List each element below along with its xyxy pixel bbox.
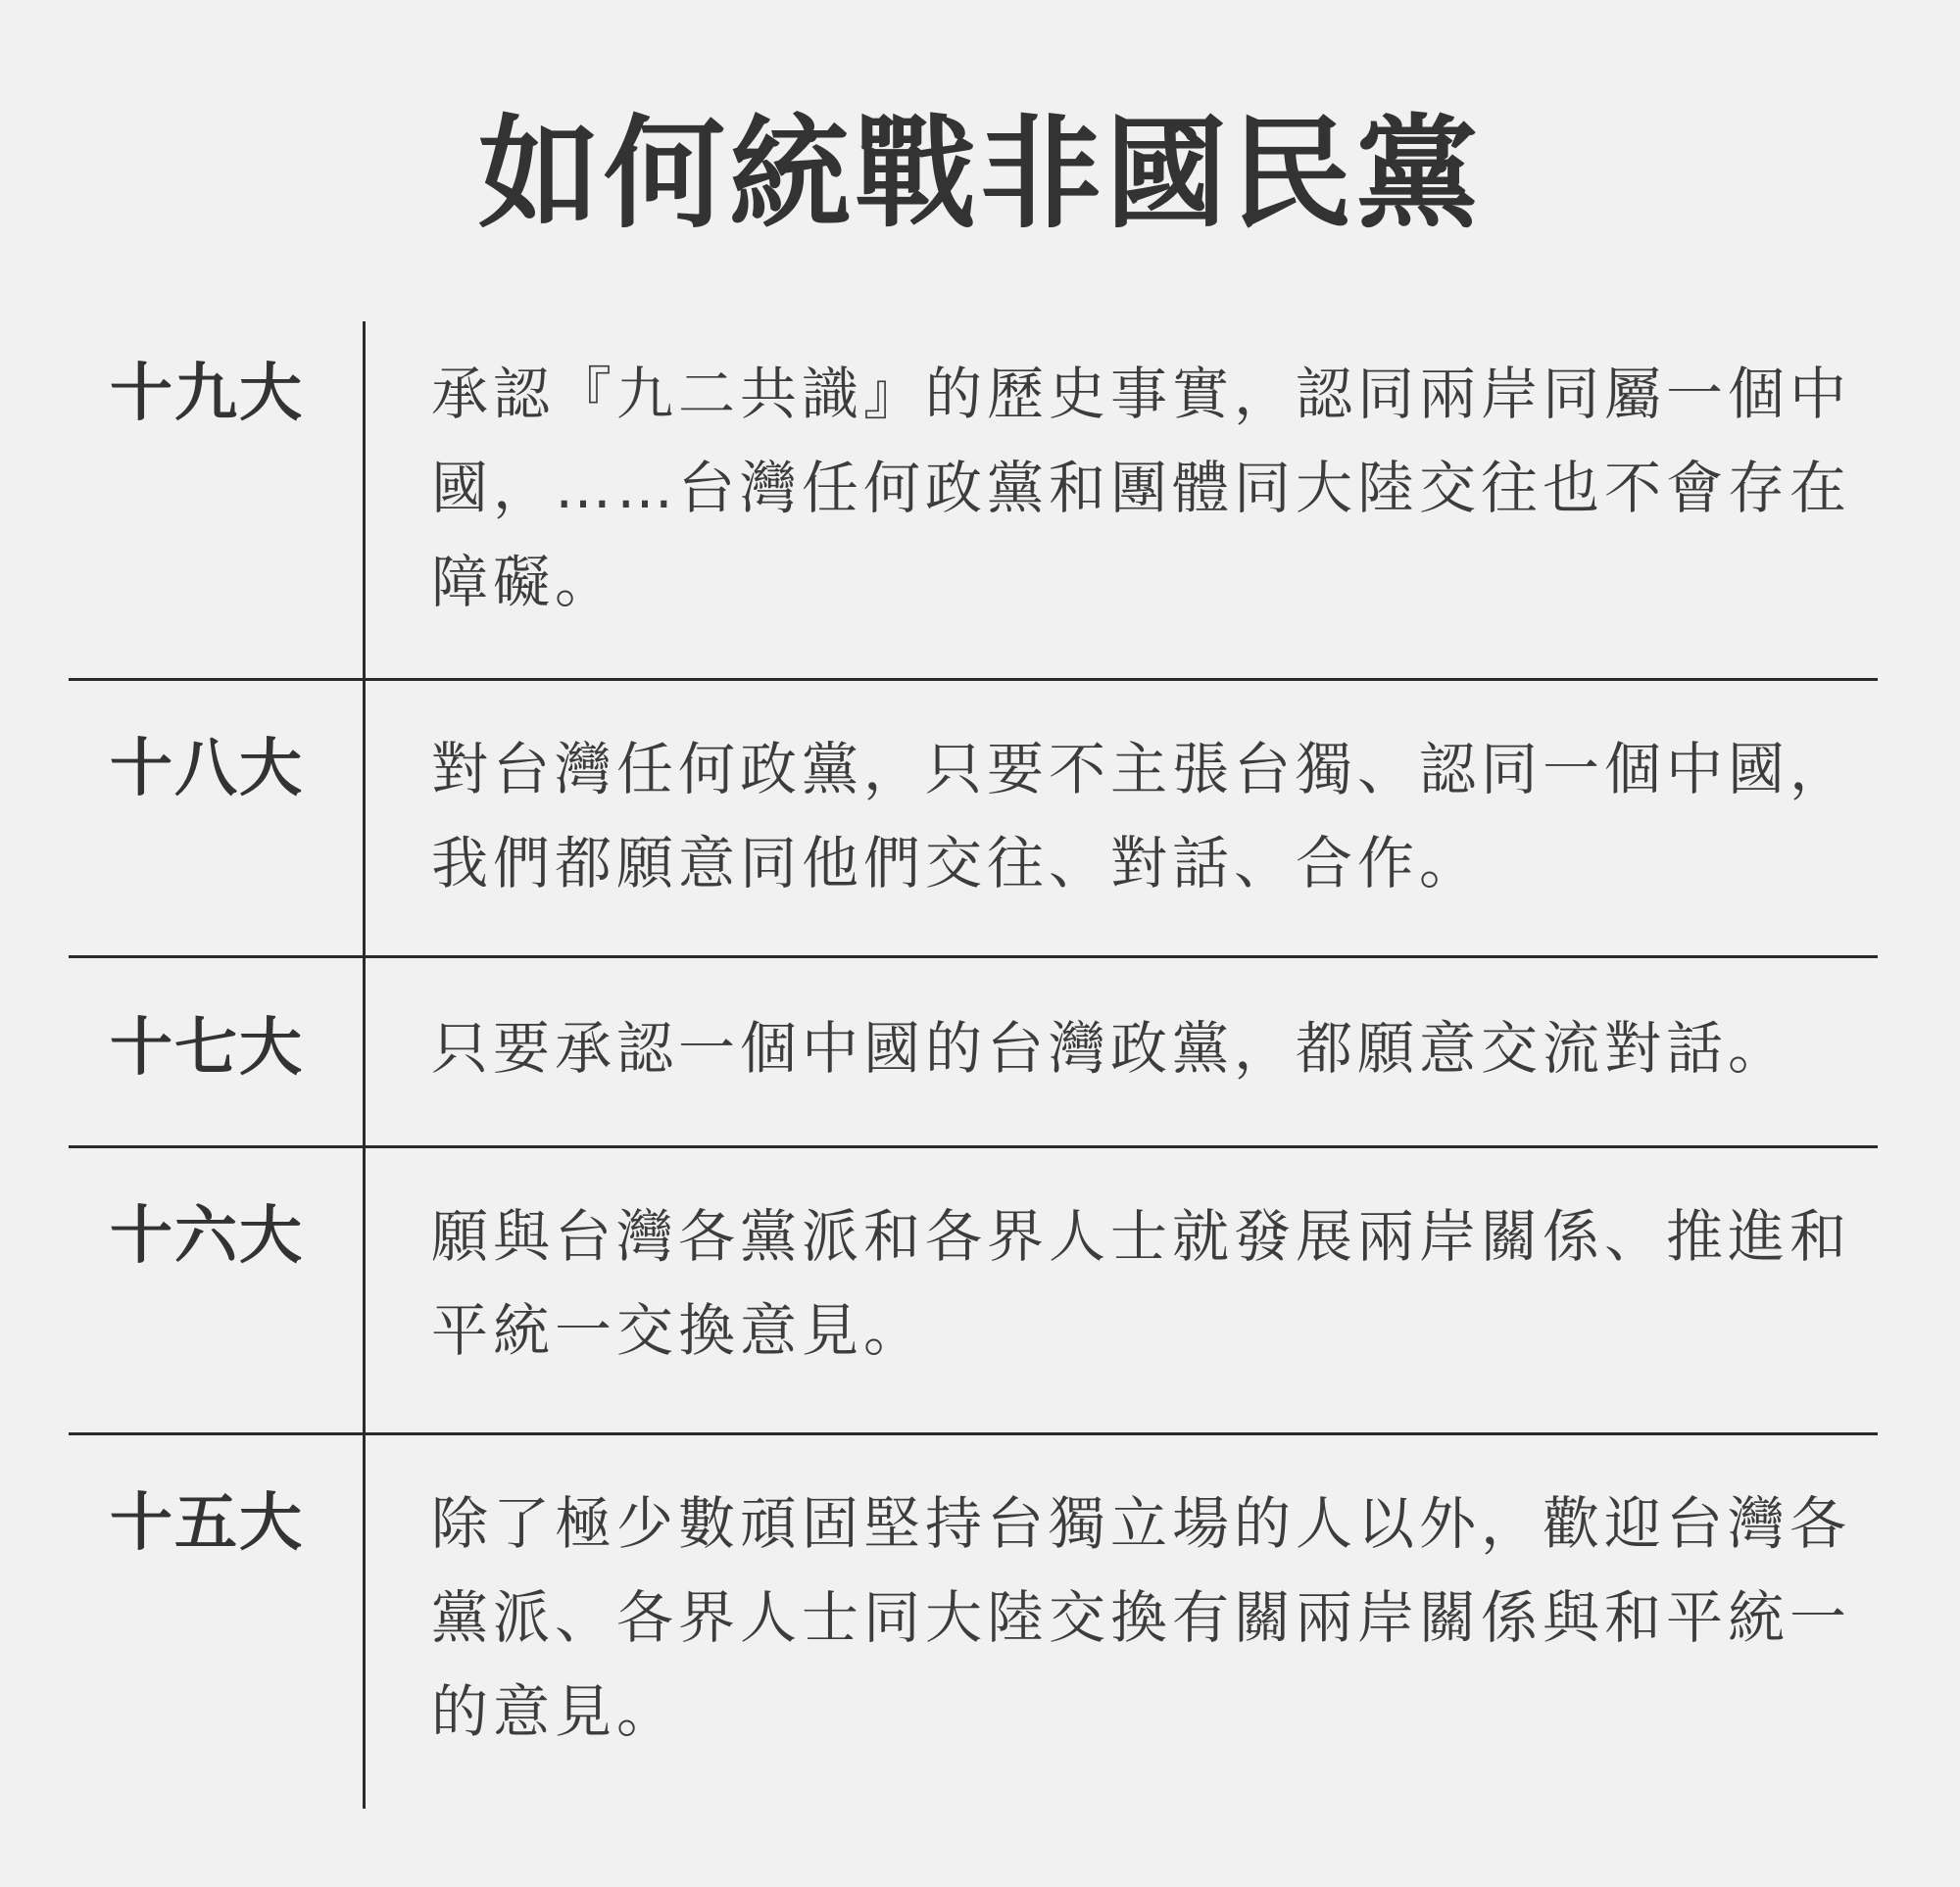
row-label: 十七大 — [110, 1012, 304, 1085]
row-text: 對台灣任何政黨，只要不主張台獨、認同一個中國，我們都願意同他們交往、對話、合作。 — [431, 736, 1852, 896]
row-label: 十九大 — [110, 358, 304, 430]
table-row — [69, 1435, 1878, 1809]
row-text: 願與台灣各黨派和各界人士就發展兩岸關係、推進和平統一交換意見。 — [431, 1203, 1852, 1364]
page-title: 如何統戰非國民黨 — [477, 104, 1482, 245]
row-label: 十八大 — [110, 733, 304, 805]
table-row — [69, 1148, 1878, 1432]
row-text: 承認『九二共識』的歷史事實，認同兩岸同屬一個中國，……台灣任何政黨和團體同大陸交往也不會存在障礙。 — [431, 361, 1852, 615]
row-label: 十五大 — [110, 1487, 304, 1560]
row-text: 只要承認一個中國的台灣政黨，都願意交流對話。 — [431, 1015, 1790, 1082]
row-text: 除了極少數頑固堅持台獨立場的人以外，歡迎台灣各黨派、各界人士同大陸交換有關兩岸關係與和平統一的意見。 — [431, 1490, 1852, 1745]
comparison-table — [69, 321, 1878, 1809]
table-row — [69, 321, 1878, 678]
row-label: 十六大 — [110, 1200, 304, 1273]
table-row — [69, 681, 1878, 955]
table-row — [69, 958, 1878, 1145]
